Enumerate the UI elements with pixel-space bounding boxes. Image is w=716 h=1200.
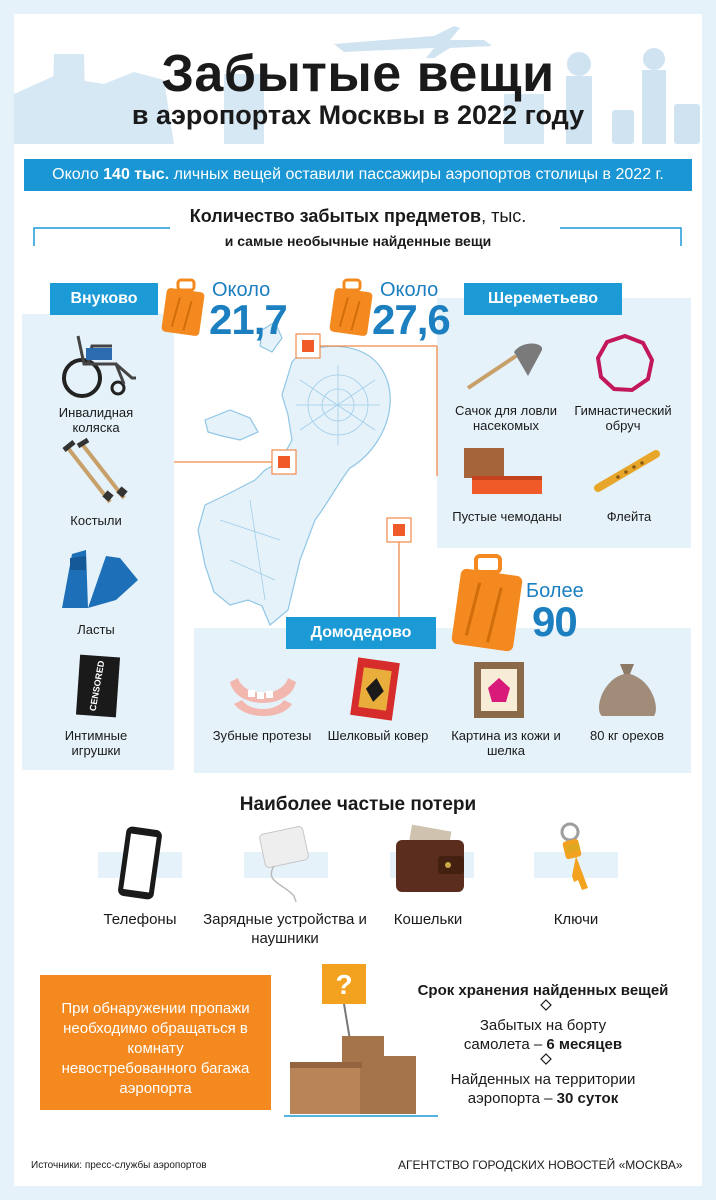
- storage-onboard-bold: 6 месяцев: [546, 1036, 623, 1053]
- domodedovo-prefix: Более: [526, 580, 584, 602]
- banner-pre: Около: [52, 166, 104, 183]
- item-carpet: Шелковый ковер: [327, 728, 429, 743]
- item-net: Сачок для ловли насекомых: [454, 403, 558, 433]
- storage-terminal-pre: аэропорта –: [467, 1090, 557, 1107]
- item-crutches: Костыли: [70, 513, 122, 528]
- vnukovo-value: 21,7: [209, 296, 287, 343]
- storage-terminal-line1: Найденных на территории: [450, 1071, 636, 1088]
- tag-vnukovo: Внуково: [50, 283, 158, 315]
- tag-sheremetyevo: Шереметьево: [464, 283, 622, 315]
- item-painting: Картина из кожи и шелка: [451, 728, 561, 758]
- advice-box: При обнаружении пропажи необходимо обращаться в комнату невостребованного багажа аэропорта: [40, 975, 271, 1110]
- loss-phones: Телефоны: [103, 911, 177, 928]
- diamond-icon: [540, 999, 552, 1011]
- domodedovo-value: 90: [532, 598, 577, 645]
- svg-text:?: ?: [335, 969, 353, 1000]
- wallet-icon: [392, 826, 468, 896]
- charger-icon: [254, 826, 318, 904]
- tag-domodedovo: Домодедово: [286, 617, 436, 649]
- vnukovo-prefix: Около: [212, 279, 271, 301]
- item-flippers: Ласты: [77, 622, 115, 637]
- loss-chargers: Зарядные устройства и наушники: [203, 911, 367, 947]
- frequent-title: Наиболее частые потери: [239, 794, 477, 815]
- keys-icon: [554, 822, 600, 894]
- item-flute: Флейта: [606, 509, 652, 524]
- sheremetyevo-prefix: Около: [380, 279, 439, 301]
- banner-bold: 140 тыс.: [103, 166, 170, 183]
- storage-onboard-pre: самолета –: [463, 1036, 547, 1053]
- section-title-bold: Количество забытых предметов: [189, 206, 482, 226]
- storage-title: Срок хранения найденных вещей: [417, 982, 669, 999]
- sheremetyevo-value: 27,6: [372, 296, 450, 343]
- page-title: Забытые вещи: [161, 45, 555, 103]
- item-nuts: 80 кг орехов: [589, 728, 664, 743]
- footer-sources: Источники: пресс-службы аэропортов: [31, 1160, 207, 1171]
- storage-terminal-bold: 30 суток: [556, 1090, 619, 1107]
- item-wheelchair: Инвалидная коляска: [58, 405, 134, 435]
- loss-wallets: Кошельки: [393, 911, 463, 928]
- page-subtitle: в аэропортах Москвы в 2022 году: [131, 100, 585, 130]
- storage-onboard-line2: [404, 1035, 682, 1054]
- item-dentures: Зубные протезы: [212, 728, 312, 743]
- item-hoop: Гимнастический обруч: [574, 403, 672, 433]
- section-title-rest: , тыс.: [481, 206, 527, 226]
- banner-post: личных вещей оставили пассажиры аэропортов столицы в 2022 г.: [169, 166, 664, 183]
- storage-onboard-line1: Забытых на борту: [479, 1017, 607, 1034]
- footer-agency: АГЕНТСТВО ГОРОДСКИХ НОВОСТЕЙ «МОСКВА»: [398, 1158, 683, 1172]
- storage-terminal-line2: [404, 1089, 682, 1108]
- phone-icon: [116, 826, 164, 900]
- censored-label: CENSORED: [87, 659, 107, 712]
- item-toys: Интимные игрушки: [64, 728, 128, 758]
- item-cases: Пустые чемоданы: [452, 509, 562, 524]
- section-subtitle: и самые необычные найденные вещи: [224, 233, 492, 249]
- diamond-icon: [540, 1053, 552, 1065]
- loss-keys: Ключи: [553, 911, 599, 928]
